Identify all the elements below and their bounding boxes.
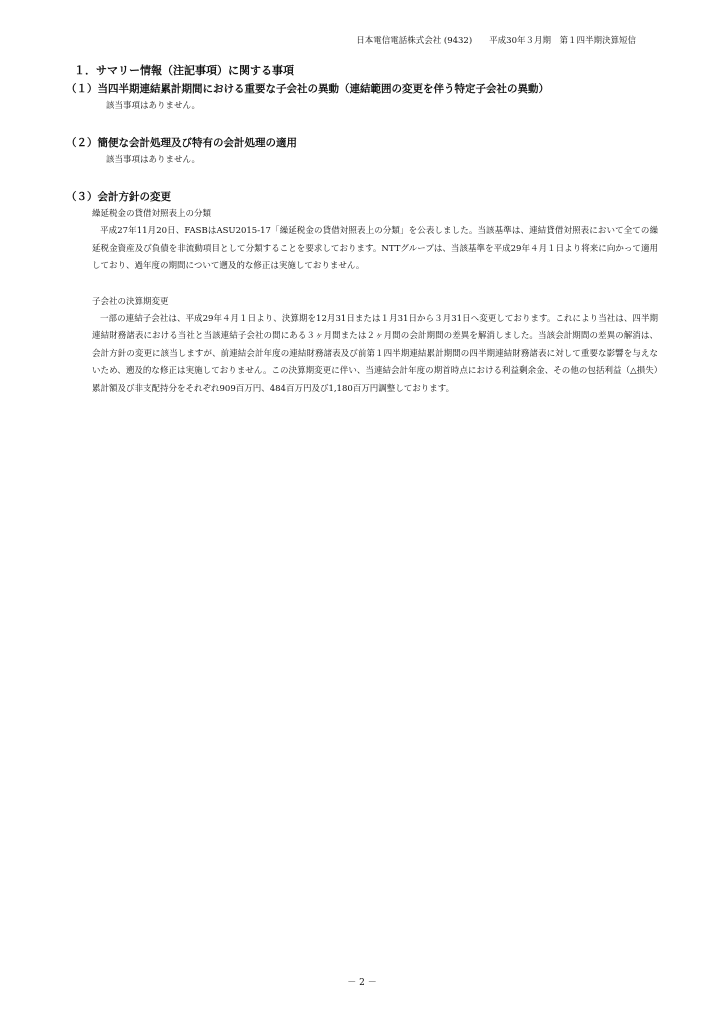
page-number: － 2 － <box>347 978 377 988</box>
document-header <box>356 34 636 46</box>
section-1-2-title: （２）簡便な会計処理及び特有の会計処理の適用 <box>66 137 297 149</box>
section-1-1-note: 該当事項はありません。 <box>106 101 201 111</box>
fiscal-year-change-subtitle: 子会社の決算期変更 <box>92 296 169 307</box>
deferred-tax-paragraph: 平成27年11月20日、FASBはASU2015-17「繰延税金の貸借対照表上の分類」を公表しました。当該基準は、連結貸借対照表において全ての繰延税金資産及び負債を非流動項目として分類することを要求しております。NTTグループは、当該基準を平成29年４月１日より将来に向かって適用しており、過年度の期間について遡及的な修正は実施しておりません。 <box>92 226 658 271</box>
document-body <box>66 62 664 398</box>
section-1-title: １．サマリー情報（注記事項）に関する事項 <box>74 64 294 77</box>
section-1-2-note: 該当事項はありません。 <box>106 155 201 165</box>
section-1-1-title: （１）当四半期連結累計期間における重要な子会社の異動（連結範囲の変更を伴う特定子会社の異動） <box>66 83 549 95</box>
header-company: 日本電信電話株式会社 (9432) <box>356 36 473 46</box>
header-period: 平成30年３月期 第１四半期決算短信 <box>489 36 636 46</box>
fiscal-year-change-paragraph: 一部の連結子会社は、平成29年４月１日より、決算期を12月31日または１月31日から３月31日へ変更しております。これにより当社は、四半期連結財務諸表における当社と当該連結子会社の間にある３ヶ月間または２ヶ月間の会計期間の差異を解消しました。当該会計期間の差異の解消は、会計方針の変更に該当しますが、前連結会計年度の連結財務諸表及び前第１四半期連結累計期間の四半期連結財務諸表に対して重要な影響を与えないため、遡及的な修正は実施しておりません。この決算期変更に伴い、当連結会計年度の期首時点における利益剰余金、その他の包括利益（△損失）累計額及び非支配持分をそれぞれ909百万円、484百万円及び1,180百万円調整しております。 <box>92 313 658 394</box>
section-1-3-title: （３）会計方針の変更 <box>66 191 171 203</box>
deferred-tax-subtitle: 繰延税金の貸借対照表上の分類 <box>92 209 212 219</box>
